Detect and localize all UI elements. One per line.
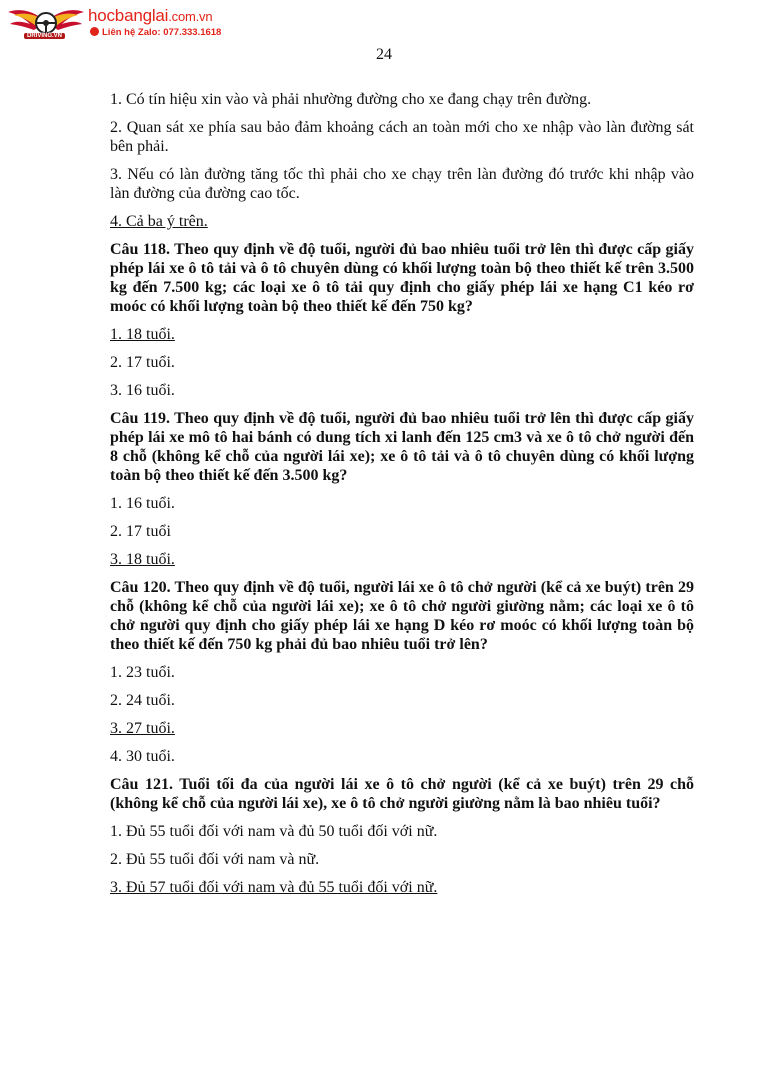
- answer: 2. Đủ 55 tuổi đối với nam và nữ.: [110, 851, 320, 868]
- question-119: Câu 119. Theo quy định về độ tuổi, người đủ bao nhiêu tuổi trở lên thì được cấp giấy phép lái xe mô tô hai bánh có dung tích xi lanh đến 125 cm3 và xe ô tô chở người đến 8 chỗ (không kể chỗ của người lái xe); xe ô tô tải và ô tô chuyên dùng có khối lượng toàn bộ theo thiết kế đến 3.500 kg?: [110, 410, 694, 484]
- intro-answer-correct: 4. Cả ba ý trên.: [110, 213, 208, 230]
- question-120: Câu 120. Theo quy định về độ tuổi, người lái xe ô tô chở người (kể cả xe buýt) trên 29 chỗ (không kể chỗ của người lái xe); xe ô tô chở người giường nằm; các loại xe ô tô chở người quy định cho giấy phép lái xe hạng D kéo rơ moóc có khối lượng toàn bộ theo thiết kế đến 750 kg phải đủ bao nhiêu tuổi trở lên?: [110, 579, 694, 653]
- intro-answer: 2. Quan sát xe phía sau bảo đảm khoảng cách an toàn mới cho xe nhập vào làn đường sát bên phải.: [110, 119, 694, 155]
- answer: 1. 23 tuổi.: [110, 664, 175, 681]
- answer-correct: 3. Đủ 57 tuổi đối với nam và đủ 55 tuổi đối với nữ.: [110, 879, 438, 896]
- logo-site-name: hocbanglai.com.vn: [88, 6, 213, 25]
- answer: 2. 17 tuổi: [110, 523, 171, 540]
- answer: 1. Đủ 55 tuổi đối với nam và đủ 50 tuổi đối với nữ.: [110, 823, 438, 840]
- intro-answer: 1. Có tín hiệu xin vào và phải nhường đường cho xe đang chạy trên đường.: [110, 91, 592, 108]
- logo-badge: DRIVING.VN: [24, 33, 65, 39]
- answer-correct: 3. 27 tuổi.: [110, 720, 175, 737]
- answer: 2. 24 tuổi.: [110, 692, 175, 709]
- answer-correct: 3. 18 tuổi.: [110, 551, 175, 568]
- question-121: Câu 121. Tuổi tối đa của người lái xe ô tô chở người (kể cả xe buýt) trên 29 chỗ (không kể chỗ của người lái xe), xe ô tô chở người giường nằm là bao nhiêu tuổi?: [110, 776, 694, 812]
- site-logo[interactable]: [6, 4, 246, 44]
- question-118: Câu 118. Theo quy định về độ tuổi, người đủ bao nhiêu tuổi trở lên thì được cấp giấy phép lái xe ô tô tải và ô tô chuyên dùng có khối lượng toàn bộ theo thiết kế trên 3.500 kg đến 7.500 kg; các loại xe ô tô tải quy định cho giấy phép lái xe hạng C1 kéo rơ moóc có khối lượng toàn bộ theo thiết kế đến 750 kg?: [110, 241, 694, 315]
- logo-contact: Liên hệ Zalo: 077.333.1618: [90, 27, 221, 38]
- answer: 3. 16 tuổi.: [110, 382, 175, 399]
- phone-icon: [90, 27, 99, 36]
- page-number: 24: [376, 46, 392, 63]
- answer: 2. 17 tuổi.: [110, 354, 175, 371]
- answer: 4. 30 tuổi.: [110, 748, 175, 765]
- document-body: [110, 90, 694, 906]
- answer: 1. 16 tuổi.: [110, 495, 175, 512]
- intro-answer: 3. Nếu có làn đường tăng tốc thì phải cho xe chạy trên làn đường đó trước khi nhập vào làn đường của đường cao tốc.: [110, 166, 694, 202]
- answer-correct: 1. 18 tuổi.: [110, 326, 175, 343]
